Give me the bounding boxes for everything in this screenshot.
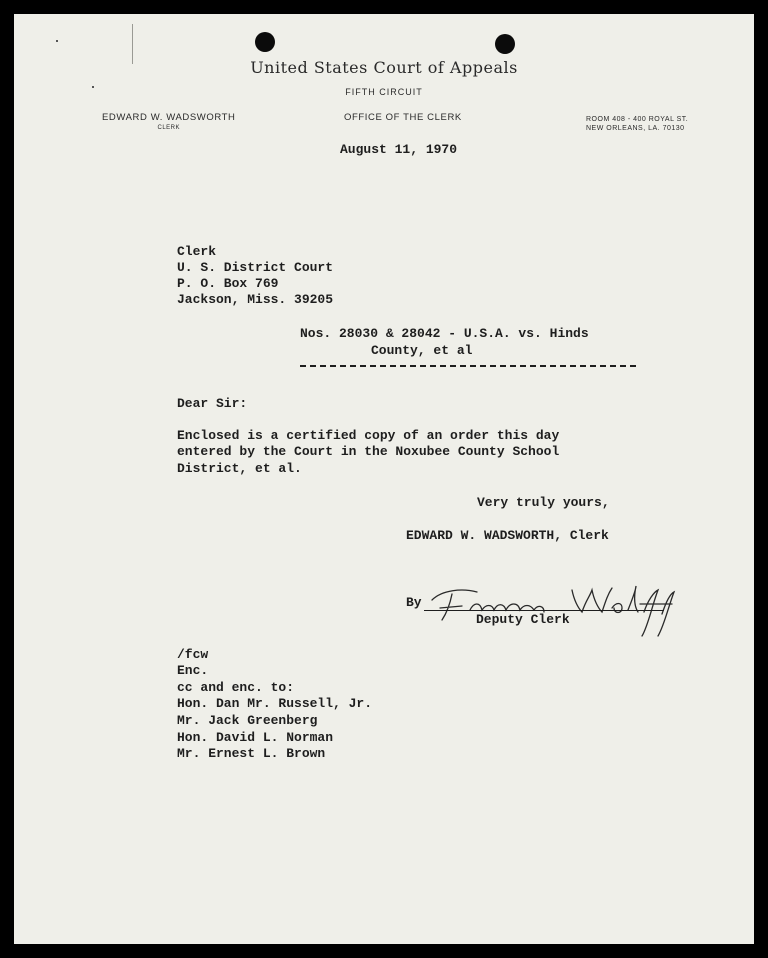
re-line-2: County, et al <box>371 343 473 358</box>
recipient-line: U. S. District Court <box>177 260 334 275</box>
clerk-name: EDWARD W. WADSWORTH <box>102 112 236 123</box>
enclosure: Enc. <box>177 663 209 678</box>
deputy-title: Deputy Clerk <box>476 612 570 627</box>
clerk-title: CLERK <box>157 125 180 131</box>
punch-hole-left <box>255 32 275 52</box>
recipient-line: Clerk <box>177 244 217 259</box>
address-line-1: ROOM 408 - 400 ROYAL ST. <box>586 116 689 123</box>
by-label: By <box>406 595 422 610</box>
body-line: Enclosed is a certified copy of an order this day <box>177 428 560 443</box>
paper-mark <box>56 40 58 42</box>
office-address <box>586 115 688 133</box>
cc-label: cc and enc. to: <box>177 680 295 695</box>
office-label: OFFICE OF THE CLERK <box>344 112 462 123</box>
cc-recipient: Mr. Jack Greenberg <box>177 713 318 728</box>
cc-recipient: Hon. David L. Norman <box>177 730 334 745</box>
body-line: entered by the Court in the Noxubee County School <box>177 444 560 459</box>
letter-page <box>14 14 754 944</box>
initials: /fcw <box>177 647 209 662</box>
re-underline <box>300 365 636 367</box>
clerk-header <box>102 112 236 131</box>
sender: EDWARD W. WADSWORTH, Clerk <box>406 528 609 543</box>
letter-date: August 11, 1970 <box>340 142 458 157</box>
punch-hole-right <box>495 34 515 54</box>
closing: Very truly yours, <box>477 495 610 510</box>
address-line-2: NEW ORLEANS, LA. 70130 <box>586 125 685 132</box>
cc-recipient: Hon. Dan Mr. Russell, Jr. <box>177 696 373 711</box>
recipient-line: P. O. Box 769 <box>177 276 279 291</box>
recipient-line: Jackson, Miss. 39205 <box>177 292 334 307</box>
circuit-label: FIFTH CIRCUIT <box>345 87 423 97</box>
court-title: United States Court of Appeals <box>250 58 518 77</box>
signature <box>422 570 682 640</box>
cc-recipient: Mr. Ernest L. Brown <box>177 746 326 761</box>
salutation: Dear Sir: <box>177 396 248 411</box>
body-line: District, et al. <box>177 461 302 476</box>
re-line-1: Nos. 28030 & 28042 - U.S.A. vs. Hinds <box>300 326 589 341</box>
